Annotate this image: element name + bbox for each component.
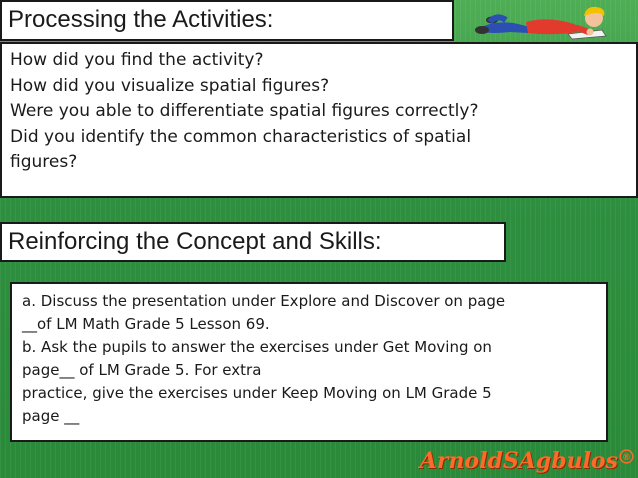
- question-line: figures?: [10, 152, 78, 172]
- svg-text:®: ®: [622, 451, 631, 462]
- author-signature: ArnoldSAgbulos: [419, 448, 618, 474]
- boy-reading-book-illustration: [470, 0, 638, 40]
- question-line: Did you identify the common characteristics of spatial: [10, 126, 472, 147]
- instruction-line: b. Ask the pupils to answer the exercises under Get Moving on: [22, 338, 492, 356]
- instruction-line: page __: [22, 407, 80, 425]
- processing-activities-title: Processing the Activities:: [0, 0, 454, 41]
- question-line: Were you able to differentiate spatial figures correctly?: [10, 101, 479, 121]
- instruction-line: a. Discuss the presentation under Explore and Discover on page: [22, 292, 506, 310]
- instruction-line: practice, give the exercises under Keep Moving on LM Grade 5: [22, 384, 492, 402]
- question-line: How did you visualize spatial figures?: [10, 75, 330, 96]
- registered-trademark-icon: [619, 449, 634, 464]
- question-line: How did you find the activity?: [10, 50, 264, 70]
- processing-questions-box: [0, 42, 638, 198]
- reinforcing-concept-title: Reinforcing the Concept and Skills:: [0, 222, 506, 262]
- instruction-line: __of LM Math Grade 5 Lesson 69.: [22, 315, 270, 333]
- instruction-line: page__ of LM Grade 5. For extra: [22, 361, 262, 379]
- reinforcing-instructions-box: [10, 282, 608, 442]
